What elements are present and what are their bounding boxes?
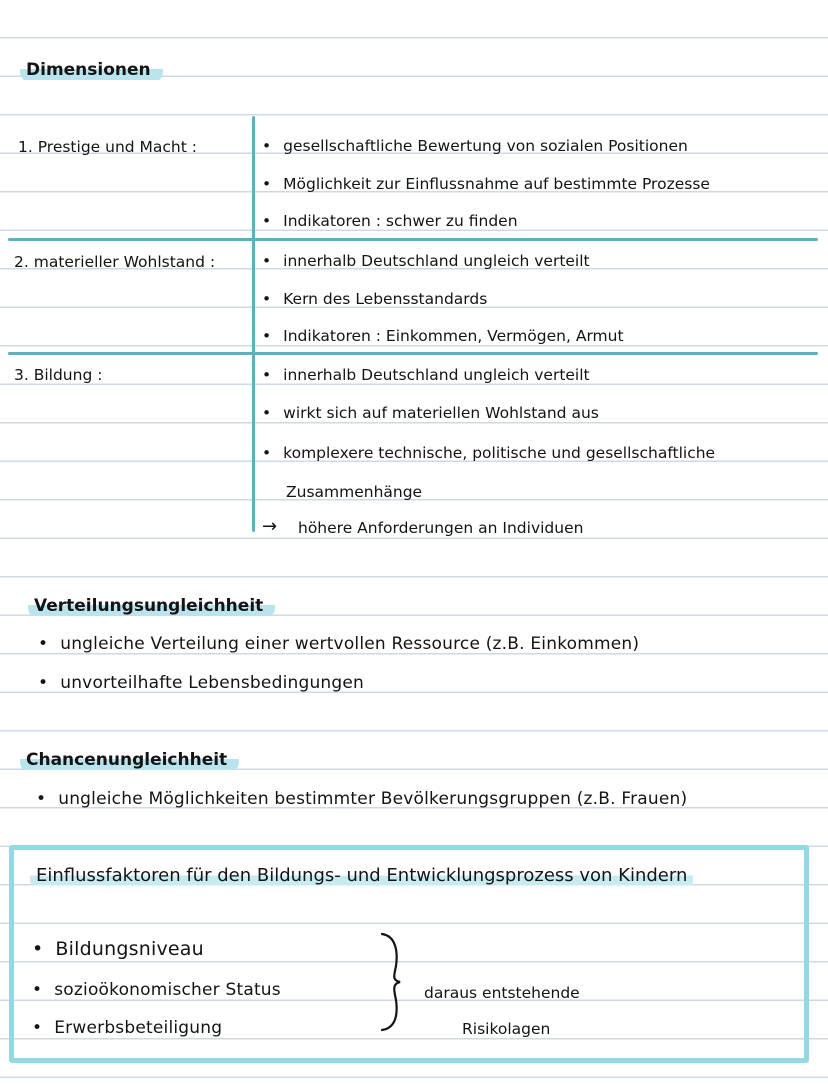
list-item: • Möglichkeit zur Einflussnahme auf bestimmte Prozesse — [262, 175, 710, 193]
list-item: • komplexere technische, politische und gesellschaftliche — [262, 444, 715, 462]
einflussfaktoren-heading: Einflussfaktoren für den Bildungs- und Entwicklungsprozess von Kindern — [30, 863, 693, 888]
result-line-2: Risikolagen — [462, 1020, 551, 1038]
list-item: • innerhalb Deutschland ungleich verteilt — [262, 366, 590, 384]
row-label-prestige: 1. Prestige und Macht : — [18, 138, 197, 156]
dimensionen-heading: Dimensionen — [20, 58, 163, 82]
table-vertical-divider — [252, 116, 255, 532]
list-item: • sozioökonomischer Status — [32, 980, 281, 1000]
list-item-continuation: Zusammenhänge — [286, 483, 423, 501]
chancen-heading: Chancenungleichheit — [20, 748, 239, 772]
arrow-right-icon: → — [262, 516, 278, 537]
list-item: • ungleiche Möglichkeiten bestimmter Bevölkerungsgruppen (z.B. Frauen) — [36, 789, 687, 809]
result-line-1: daraus entstehende — [424, 984, 580, 1002]
list-item: • unvorteilhafte Lebensbedingungen — [38, 673, 364, 693]
list-item: • Kern des Lebensstandards — [262, 290, 487, 308]
list-item: • gesellschaftliche Bewertung von sozialen Positionen — [262, 137, 688, 155]
verteilung-heading: Verteilungsungleichheit — [28, 594, 275, 618]
list-item: • Indikatoren : schwer zu finden — [262, 212, 518, 230]
curly-brace-icon — [378, 930, 408, 1034]
list-item: • Erwerbsbeteiligung — [32, 1018, 222, 1038]
list-item: • wirkt sich auf materiellen Wohlstand aus — [262, 404, 599, 422]
list-item: • ungleiche Verteilung einer wertvollen Ressource (z.B. Einkommen) — [38, 634, 639, 654]
row-label-wohlstand: 2. materieller Wohlstand : — [14, 253, 216, 271]
row-label-bildung: 3. Bildung : — [14, 366, 103, 384]
list-item: • Indikatoren : Einkommen, Vermögen, Armut — [262, 327, 624, 345]
list-item: • Bildungsniveau — [32, 938, 204, 960]
table-row-divider-1 — [8, 238, 818, 241]
arrow-text: höhere Anforderungen an Individuen — [298, 519, 584, 537]
table-row-divider-2 — [8, 352, 818, 355]
list-item: • innerhalb Deutschland ungleich verteilt — [262, 252, 590, 270]
